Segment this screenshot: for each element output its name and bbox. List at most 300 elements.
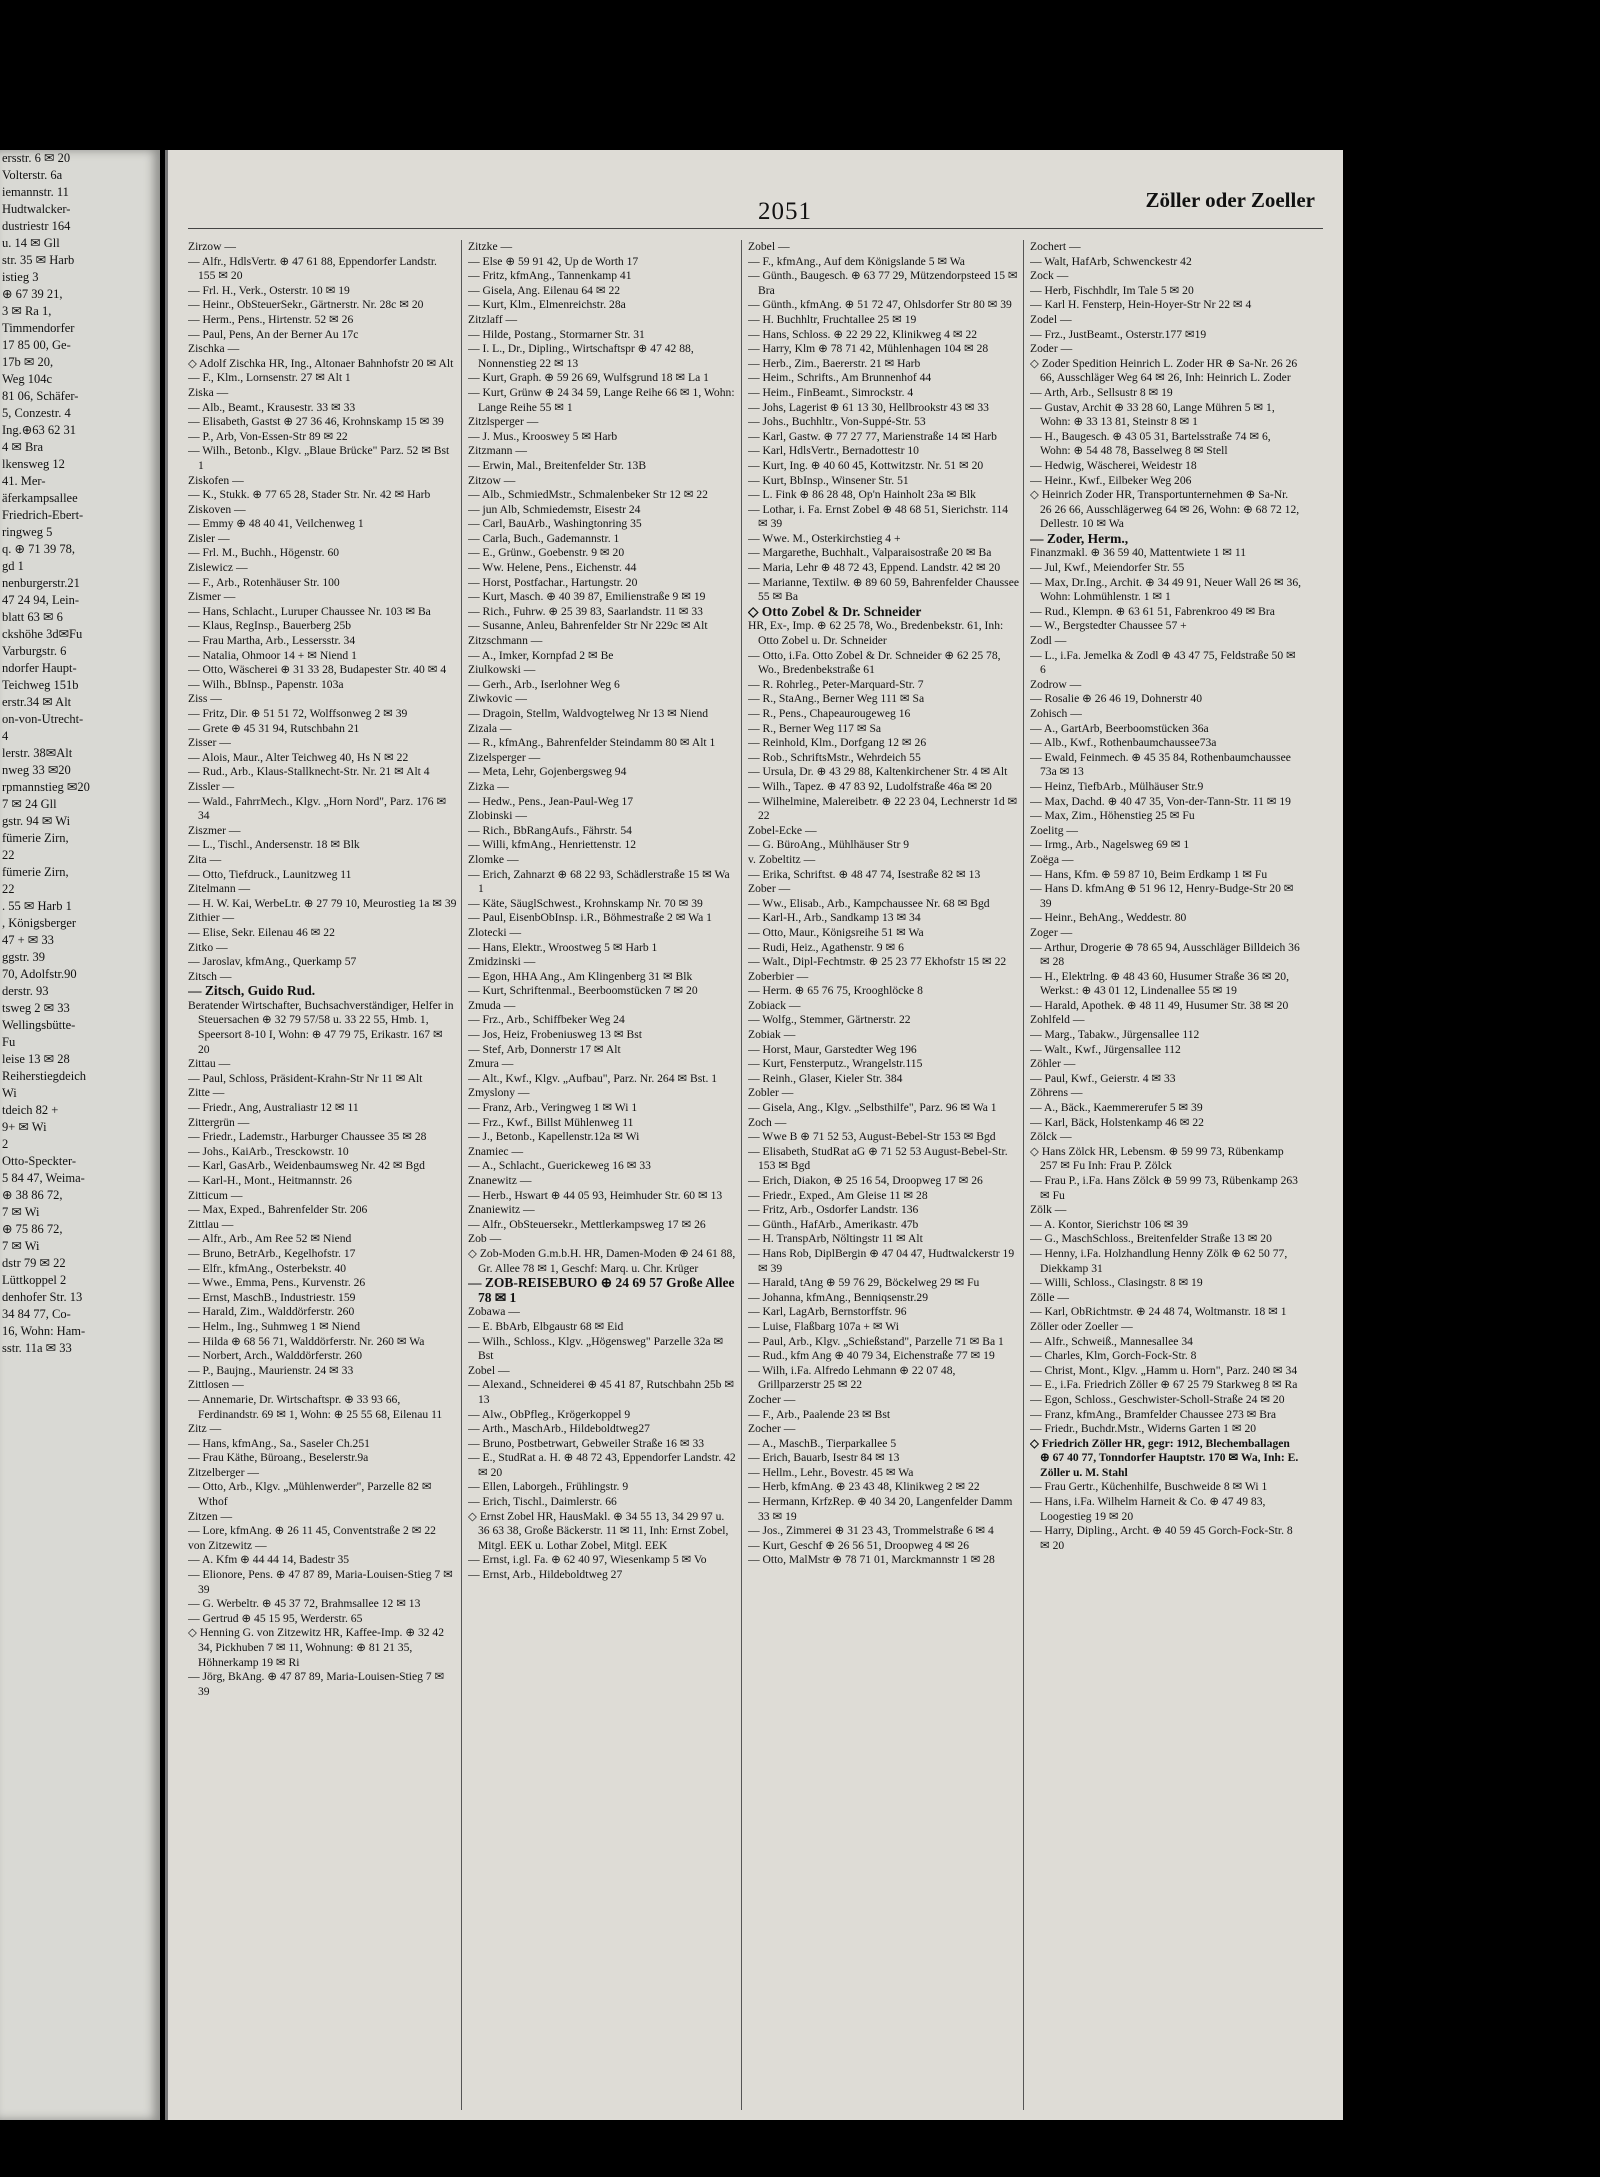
left-fragment-line: blatt 63 ✉ 6 [2, 610, 63, 624]
directory-entry: — Willi, Schloss., Clasingstr. 8 ✉ 19 [1030, 1276, 1203, 1290]
directory-entry: ◇ Zob-Moden G.m.b.H. HR, Damen-Moden ⊕ 24 61 88, Gr. Allee 78 ✉ 1, Geschf: Marq. u. Chr. Krüger [468, 1246, 736, 1275]
directory-entry: — Karl, LagArb, Bernstorffstr. 96 [748, 1305, 907, 1319]
directory-entry: — Wilh., Schloss., Klgv. „Högensweg" Parzelle 32a ✉ Bst [468, 1334, 724, 1363]
left-fragment-line: q. ⊕ 71 39 78, [2, 542, 75, 556]
directory-entry: — Johs., KaiArb., Tresckowstr. 10 [188, 1144, 349, 1158]
directory-entry: — Ww. Helene, Pens., Eichenstr. 44 [468, 561, 637, 575]
surname-heading: Zitko — [188, 940, 228, 954]
directory-entry: — Günth., Baugesch. ⊕ 63 77 29, Mützendorpsteed 15 ✉ Bra [748, 269, 1018, 297]
surname-heading: Zobel — [748, 240, 790, 253]
directory-entry: — Walt., Dipl-Fechtmstr. ⊕ 25 23 77 Ekhofstr 15 ✉ 22 [748, 955, 1007, 969]
directory-entry: — Jul, Kwf., Meiendorfer Str. 55 [1030, 561, 1185, 575]
directory-entry: — Kurt, Ing. ⊕ 40 60 45, Kottwitzstr. Nr. 51 ✉ 20 [748, 458, 984, 472]
directory-entry: — Alt., Kwf., Klgv. „Aufbau", Parz. Nr. 264 ✉ Bst. 1 [468, 1071, 718, 1085]
surname-heading: Znaniewitz — [468, 1203, 535, 1217]
surname-heading: Zodel — [1030, 312, 1072, 326]
directory-entry: — Susanne, Anleu, Bahrenfelder Str Nr 229c ✉ Alt [468, 619, 708, 633]
directory-entry: — H. TranspArb, Nöltingstr 11 ✉ Alt [748, 1232, 923, 1246]
surname-heading: Zobiak — [748, 1028, 796, 1042]
surname-heading: Zoch — [748, 1115, 787, 1129]
directory-entry: — Arthur, Drogerie ⊕ 78 65 94, Ausschläger Billdeich 36 ✉ 28 [1030, 940, 1300, 969]
left-fragment-line: 3 ✉ Ra 1, [2, 304, 52, 318]
left-fragment-line: 7 ✉ Wi [2, 1205, 40, 1219]
left-fragment-line: tdeich 82 + [2, 1103, 59, 1117]
directory-entry: — Hans Rob, DiplBergin ⊕ 47 04 47, Hudtwalckerstr 19 ✉ 39 [748, 1246, 1015, 1275]
left-fragment-line: äferkampsallee [2, 491, 78, 505]
left-fragment-line: gstr. 94 ✉ Wi [2, 814, 71, 828]
surname-heading: Zismer — [188, 590, 236, 604]
directory-entry: — Erich, Bauarb, Isestr 84 ✉ 13 [748, 1451, 900, 1465]
surname-heading: Zitzschmann — [468, 634, 543, 648]
directory-entry: — Karl-H., Mont., Heitmannstr. 26 [188, 1174, 352, 1187]
directory-entry: — Paul, Arb., Klgv. „Schießstand", Parzelle 71 ✉ Ba 1 [748, 1334, 1004, 1348]
directory-entry: — Herb., Zim., Baererstr. 21 ✉ Harb [748, 356, 921, 370]
directory-entry: — A. Kfm ⊕ 44 44 14, Badestr 35 [188, 1553, 350, 1567]
left-fragment-line: sstr. 11a ✉ 33 [2, 1341, 72, 1355]
left-fragment-line: denhofer Str. 13 [2, 1290, 83, 1304]
left-fragment-line: . 55 ✉ Harb 1 [2, 899, 72, 913]
surname-heading: Zochert — [1030, 240, 1081, 253]
surname-heading: Zlomke — [468, 852, 519, 866]
directory-entry: — G. Werbeltr. ⊕ 45 37 72, Brahmsallee 12 ✉ 13 [188, 1597, 421, 1611]
directory-entry: — ZOB-REISEBURO ⊕ 24 69 57 Große Allee 78 ✉ 1 [468, 1275, 735, 1305]
directory-entry: — Frz., Kwf., Billst Mühlenweg 11 [468, 1115, 634, 1129]
directory-entry: — Max, Zim., Höhenstieg 25 ✉ Fu [1030, 809, 1195, 823]
directory-entry: — Hellm., Lehr., Bovestr. 45 ✉ Wa [748, 1465, 914, 1479]
directory-entry: — R., StaAng., Berner Weg 111 ✉ Sa [748, 692, 925, 706]
directory-entry: — Kurt, Grünw ⊕ 24 34 59, Lange Reihe 66 ✉ 1, Wohn: Lange Reihe 55 ✉ 1 [468, 385, 735, 414]
surname-heading: Zizka — [468, 779, 509, 793]
directory-entry: — K., Stukk. ⊕ 77 65 28, Stader Str. Nr. 42 ✉ Harb [188, 488, 431, 502]
directory-entry: ◇ Hans Zölck HR, Lebensm. ⊕ 59 99 73, Rübenkamp 257 ✉ Fu Inh: Frau P. Zölck [1030, 1144, 1284, 1173]
directory-entry: — Frz., Arb., Schiffbeker Weg 24 [468, 1013, 625, 1027]
left-fragment-line: Friedrich-Ebert- [2, 508, 84, 522]
left-fragment-line: 2 [2, 1137, 9, 1151]
directory-entry: — Harald, Zim., Walddörferstr. 260 [188, 1305, 355, 1319]
surname-heading: Zölck — [1030, 1130, 1072, 1144]
surname-heading: Zmyslony — [468, 1086, 530, 1100]
directory-entry: — Otto, Wäscherei ⊕ 31 33 28, Budapester Str. 40 ✉ 4 [188, 663, 447, 677]
surname-heading: Zoelitg — [1030, 823, 1078, 837]
surname-heading: Zmura — [468, 1057, 514, 1071]
surname-heading: Zoëga — [1030, 852, 1074, 866]
left-fragment-line: lkensweg 12 [2, 457, 65, 471]
surname-heading: Zitzelberger — [188, 1465, 259, 1479]
left-fragment-line: Fu [2, 1035, 16, 1049]
directory-entry: — Herb., Hswart ⊕ 44 05 93, Heimhuder Str. 60 ✉ 13 [468, 1188, 723, 1202]
surname-heading: Zoder — [1030, 342, 1073, 356]
left-fragment-line: nenburgerstr.21 [2, 576, 80, 590]
directory-entry: — Wwe B ⊕ 71 52 53, August-Bebel-Str 153 ✉ Bgd [748, 1130, 996, 1144]
left-fragment-line: tsweg 2 ✉ 33 [2, 1001, 70, 1015]
directory-entry: — Zitsch, Guido Rud. [188, 983, 316, 999]
surname-heading: Zölk — [1030, 1203, 1067, 1217]
left-fragment-line: , Königsberger [2, 916, 77, 930]
directory-entry: — Elisabeth, Gastst ⊕ 27 36 46, Krohnskamp 15 ✉ 39 [188, 415, 444, 429]
directory-entry: — Alb., SchmiedMstr., Schmalenbeker Str 12 ✉ 22 [468, 488, 708, 502]
directory-entry: ◇ Zoder Spedition Heinrich L. Zoder HR ⊕ Sa-Nr. 26 26 66, Ausschläger Weg 64 ✉ 26, Inh: Heinrich L. Zoder [1030, 356, 1298, 385]
directory-entry: — Grete ⊕ 45 31 94, Rutschbahn 21 [188, 721, 360, 735]
directory-entry: — Carl, BauArb., Washingtonring 35 [468, 517, 642, 531]
directory-entry: — F., Klm., Lornsenstr. 27 ✉ Alt 1 [188, 371, 351, 385]
directory-entry: — Paul, EisenbObInsp. i.R., Böhmestraße 2 ✉ Wa 1 [468, 911, 712, 925]
directory-entry: — Max, Dachd. ⊕ 40 47 35, Von-der-Tann-Str. 11 ✉ 19 [1030, 794, 1291, 808]
left-page-fragment [0, 150, 160, 2120]
directory-entry: — Franz, kfmAng., Bramfelder Chaussee 273 ✉ Bra [1030, 1407, 1277, 1421]
directory-entry: — Günth., kfmAng. ⊕ 51 72 47, Ohlsdorfer Str 80 ✉ 39 [748, 298, 1012, 312]
directory-entry: — Marg., Tabakw., Jürgensallee 112 [1030, 1028, 1200, 1042]
left-fragment-line: 5 84 47, Weima- [2, 1171, 85, 1185]
surname-heading: Zölle — [1030, 1290, 1069, 1304]
left-fragment-line: ersstr. 6 ✉ 20 [2, 151, 71, 165]
directory-entry: — Kurt, Schriftenmal., Beerboomstücken 7 ✉ 20 [468, 984, 698, 998]
directory-entry: — Alw., ObPfleg., Krögerkoppel 9 [468, 1407, 631, 1421]
surname-heading: Zlotecki — [468, 925, 522, 939]
directory-entry: — Otto, Maur., Königsreihe 51 ✉ Wa [748, 925, 924, 939]
directory-entry: — Karl, Gastw. ⊕ 77 27 77, Marienstraße 14 ✉ Harb [748, 429, 997, 443]
directory-entry: — Max, Exped., Bahrenfelder Str. 206 [188, 1203, 368, 1217]
directory-entry: — Margarethe, Buchhalt., Valparaisostraße 20 ✉ Ba [748, 546, 992, 560]
left-fragment-line: Wi [2, 1086, 17, 1100]
directory-entry: — Horst, Maur, Garstedter Weg 196 [748, 1042, 917, 1056]
directory-entry: — Elisabeth, StudRat aG ⊕ 71 52 53 August-Bebel-Str. 153 ✉ Bgd [748, 1144, 1008, 1173]
directory-entry: — Karl-H., Arb., Sandkamp 13 ✉ 34 [748, 911, 921, 925]
directory-entry: — Klaus, RegInsp., Bauerberg 25b [188, 619, 352, 633]
left-fragment-line: 47 24 94, Lein- [2, 593, 80, 607]
directory-entry: — Herb, kfmAng. ⊕ 23 43 48, Klinikweg 2 ✉ 22 [748, 1480, 980, 1494]
directory-entry: — A., Bäck., Kaemmererufer 5 ✉ 39 [1030, 1101, 1203, 1115]
directory-entry: — Carla, Buch., Gademannstr. 1 [468, 531, 620, 545]
directory-entry: — Rud., kfm Ang ⊕ 40 79 34, Eichenstraße 77 ✉ 19 [748, 1349, 995, 1363]
left-fragment-line: ckshöhe 3d✉Fu [2, 627, 83, 641]
directory-entry: — Emmy ⊕ 48 40 41, Veilchenweg 1 [188, 517, 364, 531]
surname-heading: Zobawa — [468, 1305, 520, 1319]
directory-entry: — Gisela, Ang. Eilenau 64 ✉ 22 [468, 283, 621, 297]
directory-entry: — Gerh., Arb., Iserlohner Weg 6 [468, 677, 620, 691]
directory-entry: — Frl. H., Verk., Osterstr. 10 ✉ 19 [188, 283, 350, 297]
directory-entry: — L., i.Fa. Jemelka & Zodl ⊕ 43 47 75, Feldstraße 50 ✉ 6 [1030, 648, 1296, 677]
directory-entry: — Otto, i.Fa. Otto Zobel & Dr. Schneider ⊕ 62 25 78, Wo., Bredenbekstraße 61 [748, 648, 1001, 677]
directory-column-1 [188, 240, 462, 2110]
directory-entry: — Willi, kfmAng., Henriettenstr. 12 [468, 838, 637, 852]
left-fragment-line: ggstr. 39 [2, 950, 46, 964]
directory-entry: — Wilh., Betonb., Klgv. „Blaue Brücke" Parz. 52 ✉ Bst 1 [188, 444, 450, 472]
directory-entry: — L., Tischl., Andersenstr. 18 ✉ Blk [188, 838, 360, 852]
directory-entry: — Fritz, Arb., Osdorfer Landstr. 136 [748, 1203, 919, 1217]
directory-entry: — Natalia, Ohmoor 14 + ✉ Niend 1 [188, 648, 357, 662]
directory-entry: — Friedr., Ang, Australiastr 12 ✉ 11 [188, 1101, 359, 1115]
left-fragment-line: erstr.34 ✉ Alt [2, 695, 72, 709]
directory-entry: — Gustav, Archit ⊕ 33 28 60, Lange Mühren 5 ✉ 1, Wohn: ⊕ 33 13 81, Steinstr 8 ✉ 1 [1030, 400, 1275, 429]
surname-heading: Zocher — [748, 1422, 796, 1436]
directory-entry: — Rudi, Heiz., Agathenstr. 9 ✉ 6 [748, 940, 904, 954]
directory-entry: — Herm., Pens., Hirtenstr. 52 ✉ 26 [188, 312, 354, 326]
directory-entry: — Max, Dr.Ing., Archit. ⊕ 34 49 91, Neuer Wall 26 ✉ 36, Wohn: Lohmühlenstr. 1 ✉ 1 [1030, 575, 1302, 604]
surname-heading: Zitsch — [188, 969, 232, 983]
directory-entry: — Reinhold, Klm., Dorfgang 12 ✉ 26 [748, 736, 927, 750]
directory-entry: — H. W. Kai, WerbeLtr. ⊕ 27 79 10, Meurostieg 1a ✉ 39 [188, 896, 457, 910]
directory-entry: — Arth, Arb., Sellsustr 8 ✉ 19 [1030, 385, 1173, 399]
page-number: 2051 [758, 198, 812, 225]
left-fragment-line: ndorfer Haupt- [2, 661, 77, 675]
directory-entry: — Hans, i.Fa. Wilhelm Harneit & Co. ⊕ 47 49 83, Loogestieg 19 ✉ 20 [1030, 1495, 1266, 1523]
directory-entry: — Jörg, BkAng. ⊕ 47 87 89, Maria-Louisen-Stieg 7 ✉ 39 [188, 1670, 445, 1698]
directory-entry: — Erich, Tischl., Daimlerstr. 66 [468, 1495, 617, 1509]
surname-heading: Zitzow — [468, 473, 516, 487]
left-fragment-line: on-von-Utrecht- [2, 712, 84, 726]
directory-entry: — R., Berner Weg 117 ✉ Sa [748, 721, 882, 735]
left-fragment-line: ⊕ 67 39 21, [2, 287, 63, 301]
left-fragment-line: istieg 3 [2, 270, 39, 284]
directory-entry: — Horst, Postfachar., Hartungstr. 20 [468, 575, 638, 589]
directory-entry: — E. BbArb, Elbgaustr 68 ✉ Eid [468, 1319, 624, 1333]
directory-entry: — Hermann, KrfzRep. ⊕ 40 34 20, Langenfelder Damm 33 ✉ 19 [748, 1495, 1013, 1523]
directory-entry: — Frau P., i.Fa. Hans Zölck ⊕ 59 99 73, Rübenkamp 263 ✉ Fu [1030, 1174, 1298, 1202]
directory-column-4 [1030, 240, 1306, 2110]
directory-entry: — Alexand., Schneiderei ⊕ 45 41 87, Rutschbahn 25b ✉ 13 [468, 1378, 735, 1406]
directory-entry: — Ursula, Dr. ⊕ 43 29 88, Kaltenkirchener Str. 4 ✉ Alt [748, 765, 1008, 779]
directory-entry: — Erwin, Mal., Breitenfelder Str. 13B [468, 458, 647, 472]
directory-entry: — Gertrud ⊕ 45 15 95, Werderstr. 65 [188, 1611, 363, 1625]
surname-heading: Ziszmer — [188, 823, 241, 837]
directory-column-3 [748, 240, 1024, 2110]
directory-entry: — Harry, Klm ⊕ 78 71 42, Mühlenhagen 104 ✉ 28 [748, 342, 989, 356]
directory-entry: — Johanna, kfmAng., Benniqsenstr.29 [748, 1290, 929, 1304]
directory-entry: — Frz., JustBeamt., Osterstr.177 ✉19 [1030, 327, 1207, 341]
directory-entry: — Kurt, Masch. ⊕ 40 39 87, Emilienstraße 9 ✉ 19 [468, 590, 706, 604]
directory-entry: — Frau Gertr., Küchenhilfe, Buschweide 8 ✉ Wi 1 [1030, 1480, 1268, 1494]
directory-entry: — Otto, MalMstr ⊕ 78 71 01, Marckmannstr 1 ✉ 28 [748, 1553, 995, 1567]
directory-entry: ◇ Heinrich Zoder HR, Transportunternehmen ⊕ Sa-Nr. 26 26 66, Ausschlägerweg 64 ✉ 26, Wohn: ⊕ 68 72 12, Dellestr. 10 ✉ Wa [1030, 488, 1300, 531]
left-fragment-line: Lüttkoppel 2 [2, 1273, 67, 1287]
directory-entry: — Otto, Arb., Klgv. „Mühlenwerder", Parzelle 82 ✉ Wthof [188, 1480, 432, 1509]
surname-heading: Zmuda — [468, 998, 516, 1012]
directory-entry: — Kurt, Geschf ⊕ 26 56 51, Droopweg 4 ✉ 26 [748, 1538, 970, 1552]
surname-heading: Zohisch — [1030, 707, 1082, 720]
page-header [168, 150, 1343, 225]
directory-entry: — Gisela, Ang., Klgv. „Selbsthilfe", Parz. 96 ✉ Wa 1 [748, 1101, 997, 1115]
directory-entry: — Hilda ⊕ 68 56 71, Walddörferstr. Nr. 260 ✉ Wa [188, 1334, 425, 1348]
directory-entry: — Rud., Arb., Klaus-Stallknecht-Str. Nr. 21 ✉ Alt 4 [188, 765, 430, 779]
surname-heading: Ziwkovic — [468, 692, 527, 706]
surname-heading: Zizelsperger — [468, 750, 541, 764]
directory-entry: — Luise, Flaßbarg 107a + ✉ Wi [748, 1319, 899, 1333]
left-fragment-line: Weg 104c [2, 372, 53, 386]
surname-heading: Zithier — [188, 911, 235, 925]
directory-entry: — Rud., Klempn. ⊕ 63 61 51, Fabrenkroo 49 ✉ Bra [1030, 604, 1275, 618]
directory-entry: — G., MaschSchloss., Breitenfelder Straße 13 ✉ 20 [1030, 1232, 1272, 1246]
left-fragment-line: 17 85 00, Ge- [2, 338, 71, 352]
directory-entry: — Heinr., BehAng., Weddestr. 80 [1030, 911, 1187, 925]
directory-entry: — Günth., HafArb., Amerikastr. 47b [748, 1217, 919, 1231]
directory-entry: — Karl, HdlsVertr., Bernadottestr 10 [748, 444, 919, 458]
directory-entry: — Rob., SchriftsMstr., Wehrdeich 55 [748, 750, 921, 764]
surname-heading: Zisser — [188, 736, 231, 750]
directory-entry: — Wilhelmine, Malereibetr. ⊕ 22 23 04, Lechnerstr 1d ✉ 22 [748, 794, 1018, 823]
surname-heading: Zock — [1030, 269, 1069, 283]
directory-entry: — Hans, Kfm. ⊕ 59 87 10, Beim Erdkamp 1 ✉ Fu [1030, 867, 1268, 881]
directory-entry: — Walt., Kwf., Jürgensallee 112 [1030, 1042, 1181, 1056]
directory-entry: — Helm., Ing., Suhmweg 1 ✉ Niend [188, 1319, 361, 1333]
left-fragment-line: u. 14 ✉ Gll [2, 236, 60, 250]
directory-column-2 [468, 240, 742, 2110]
directory-entry: — Paul, Schloss, Präsident-Krahn-Str Nr 11 ✉ Alt [188, 1071, 423, 1085]
left-fragment-line: ringweg 5 [2, 525, 53, 539]
directory-entry: — Karl, ObRichtmstr. ⊕ 24 48 74, Woltmanstr. 18 ✉ 1 [1030, 1305, 1287, 1319]
left-fragment-line: 7 ✉ 24 Gll [2, 797, 57, 811]
directory-entry: — Karl H. Fensterp, Hein-Hoyer-Str Nr 22 ✉ 4 [1030, 298, 1252, 312]
directory-entry: — Frl. M., Buchh., Högenstr. 60 [188, 546, 340, 560]
left-fragment-line: fümerie Zirn, [2, 865, 69, 879]
directory-entry: — A., Schlacht., Guerickeweg 16 ✉ 33 [468, 1159, 651, 1173]
directory-entry: — Wolfg., Stemmer, Gärtnerstr. 22 [748, 1013, 911, 1027]
surname-heading: Zislewicz — [188, 561, 248, 575]
left-fragment-line: Wellingsbütte- [2, 1018, 76, 1032]
surname-heading: v. Zobeltitz — [748, 852, 816, 866]
directory-entry: — Wilh, i.Fa. Alfredo Lehmann ⊕ 22 07 48, Grillparzerstr 25 ✉ 22 [748, 1363, 956, 1392]
directory-entry: — R., kfmAng., Bahrenfelder Steindamm 80 ✉ Alt 1 [468, 736, 716, 750]
directory-entry: — Henny, i.Fa. Holzhandlung Henny Zölk ⊕ 62 50 77, Diekkamp 31 [1030, 1246, 1288, 1275]
directory-entry: — Wwe., Emma, Pens., Kurvenstr. 26 [188, 1276, 366, 1290]
left-fragment-line: Otto-Speckter- [2, 1154, 77, 1168]
surname-heading: Znanewitz — [468, 1174, 532, 1187]
directory-entry: — Charles, Klm, Gorch-Fock-Str. 8 [1030, 1349, 1197, 1363]
left-fragment-line: 47 + ✉ 33 [2, 933, 54, 947]
directory-entry: — Harald, Apothek. ⊕ 48 11 49, Husumer Str. 38 ✉ 20 [1030, 998, 1289, 1012]
directory-entry: — Harry, Dipling., Archt. ⊕ 40 59 45 Gorch-Fock-Str. 8 ✉ 20 [1030, 1524, 1293, 1552]
left-fragment-line: 5, Conzestr. 4 [2, 406, 71, 420]
directory-entry: — Ernst, Arb., Hildeboldtweg 27 [468, 1568, 623, 1582]
left-fragment-line: Timmendorfer [2, 321, 75, 335]
surname-heading: Zittlosen — [188, 1378, 244, 1392]
left-fragment-line: derstr. 93 [2, 984, 49, 998]
surname-heading: Zittlau — [188, 1217, 234, 1231]
surname-heading: Zissler — [188, 779, 235, 793]
directory-entry: — Erich, Diakon, ⊕ 25 16 54, Droopweg 17 ✉ 26 [748, 1174, 983, 1187]
directory-entry: — Franz, Arb., Veringweg 1 ✉ Wi 1 [468, 1101, 638, 1115]
directory-entry: — Erich, Zahnarzt ⊕ 68 22 93, Schädlerstraße 15 ✉ Wa 1 [468, 867, 730, 896]
directory-entry: — E., Grünw., Goebenstr. 9 ✉ 20 [468, 546, 625, 560]
surname-heading: Ziss — [188, 692, 222, 706]
directory-entry: — Erika, Schriftst. ⊕ 48 47 74, Isestraße 82 ✉ 13 [748, 867, 981, 881]
directory-entry: — Maria, Lehr ⊕ 48 72 43, Eppend. Landstr. 42 ✉ 20 [748, 561, 1001, 575]
left-fragment-line: 81 06, Schäfer- [2, 389, 79, 403]
directory-entry: — Alfr., ObSteuersekr., Mettlerkampsweg 17 ✉ 26 [468, 1217, 706, 1231]
directory-entry: — Karl, GasArb., Weidenbaumsweg Nr. 42 ✉ Bgd [188, 1159, 425, 1173]
surname-heading: Ziulkowski — [468, 663, 536, 677]
directory-entry: — Else ⊕ 59 91 42, Up de Worth 17 [468, 254, 639, 268]
directory-entry: — Herb, Fischhdlr, Im Tale 5 ✉ 20 [1030, 283, 1194, 297]
left-fragment-line: 41. Mer- [2, 474, 46, 488]
directory-entry: — Kurt, Fensterputz., Wrangelstr.115 [748, 1057, 923, 1071]
left-fragment-line: 4 ✉ Bra [2, 440, 44, 454]
directory-entry: — E., i.Fa. Friedrich Zöller ⊕ 67 25 79 Starkweg 8 ✉ Ra [1030, 1378, 1298, 1392]
directory-entry: — F., Arb., Paalende 23 ✉ Bst [748, 1407, 891, 1421]
left-fragment-line: Ing.⊕63 62 31 [2, 423, 77, 437]
surname-heading: Zittau — [188, 1057, 231, 1071]
left-fragment-line: str. 35 ✉ Harb [2, 253, 75, 267]
surname-heading: Zöller oder Zoeller — [1030, 1319, 1133, 1333]
directory-entry: ◇ Henning G. von Zitzewitz HR, Kaffee-Imp. ⊕ 32 42 34, Pickhuben 7 ✉ 11, Wohnung: ⊕ 81 21 35, Höhnerkamp 19 ✉ Ri [188, 1626, 445, 1669]
directory-entry: — Kurt, Klm., Elmenreichstr. 28a [468, 298, 626, 312]
surname-heading: Zobel — [468, 1363, 510, 1377]
directory-entry: Beratender Wirtschafter, Buchsachverständiger, Helfer in Steuersachen ⊕ 32 79 57/58 u. 33 22 55, Hmb. 1, Speersort 8-10 I, Wohn: ⊕ 47 79 75, Erikastr. 167 ✉ 20 [188, 998, 454, 1056]
surname-heading: Ziskofen — [188, 473, 244, 487]
directory-entry: — Friedr., Lademstr., Harburger Chaussee 35 ✉ 28 [188, 1130, 427, 1144]
directory-entry: — Paul, Kwf., Geierstr. 4 ✉ 33 [1030, 1071, 1176, 1085]
left-fragment-line: 4 [2, 729, 9, 743]
left-fragment-line: 34 84 77, Co- [2, 1307, 71, 1321]
directory-entry: — Alb., Beamt., Krausestr. 33 ✉ 33 [188, 400, 356, 414]
directory-entry: — Karl, Bäck, Holstenkamp 46 ✉ 22 [1030, 1115, 1204, 1129]
directory-entry: — F., Arb., Rotenhäuser Str. 100 [188, 575, 340, 589]
surname-heading: Zitz — [188, 1422, 222, 1436]
directory-entry: — A., GartArb, Beerboomstücken 36a [1030, 721, 1209, 735]
left-fragment-line: Varburgstr. 6 [2, 644, 67, 658]
directory-entry: — H. Buchhltr, Fruchtallee 25 ✉ 19 [748, 312, 917, 326]
directory-entry: — Alfr., Schweiß., Mannesallee 34 [1030, 1334, 1193, 1348]
directory-entry: — G. BüroAng., Mühlhäuser Str 9 [748, 838, 910, 852]
directory-entry: — Heinz, TiefbArb., Mülhäuser Str.9 [1030, 779, 1204, 793]
left-fragment-line: rpmannstieg ✉20 [2, 780, 90, 794]
surname-heading: Zitelmann — [188, 882, 251, 896]
directory-entry: — Hans, Elektr., Wroostweg 5 ✉ Harb 1 [468, 940, 658, 954]
left-fragment-line: 70, Adolfstr.90 [2, 967, 77, 981]
directory-entry: — Ellen, Laborgeh., Frühlingstr. 9 [468, 1480, 629, 1494]
directory-entry: — Wald., FahrrMech., Klgv. „Horn Nord", Parz. 176 ✉ 34 [188, 794, 447, 823]
directory-entry: — Hans D. kfmAng ⊕ 51 96 12, Henry-Budge-Str 20 ✉ 39 [1030, 882, 1294, 910]
left-fragment-line: Reiherstiegdeich [2, 1069, 86, 1083]
left-fragment-line: leise 13 ✉ 28 [2, 1052, 70, 1066]
left-fragment-line: 9+ ✉ Wi [2, 1120, 47, 1134]
surname-heading: Zodrow — [1030, 677, 1082, 691]
directory-entry: — Herm. ⊕ 65 76 75, Krooghlöcke 8 [748, 984, 923, 998]
directory-entry: — Hans, Schlacht., Luruper Chaussee Nr. 103 ✉ Ba [188, 604, 431, 618]
directory-entry: — Heinr., ObSteuerSekr., Gärtnerstr. Nr. 28c ✉ 20 [188, 298, 424, 312]
directory-entry: — A. Kontor, Sierichstr 106 ✉ 39 [1030, 1217, 1189, 1231]
surname-heading: Zirzow — [188, 240, 236, 253]
directory-entry: — Käte, SäuglSchwest., Krohnskamp Nr. 70 ✉ 39 [468, 896, 703, 910]
directory-entry: — Alfr., Arb., Am Ree 52 ✉ Niend [188, 1232, 352, 1246]
surname-heading: Zitzmann — [468, 444, 527, 458]
surname-heading: Zoger — [1030, 925, 1073, 939]
left-fragment-line: nweg 33 ✉20 [2, 763, 71, 777]
directory-entry: — R., Pens., Chapeaurougeweg 16 [748, 707, 911, 720]
directory-entry: — Wilh., Tapez. ⊕ 47 83 92, Ludolfstraße 46a ✉ 20 [748, 779, 992, 793]
directory-entry: — Hans, kfmAng., Sa., Saseler Ch.251 [188, 1436, 370, 1450]
directory-entry: ◇ Adolf Zischka HR, Ing., Altonaer Bahnhofstr 20 ✉ Alt [188, 356, 454, 370]
directory-entry: ◇ Friedrich Zöller HR, gegr: 1912, Blechemballagen ⊕ 67 40 77, Tonndorfer Hauptstr. 170 ✉ Wa, Inh: E. Zöller u. M. Stahl [1030, 1436, 1299, 1479]
directory-entry: — H., Baugesch. ⊕ 43 05 31, Bartelsstraße 74 ✉ 6, Wohn: ⊕ 54 48 78, Basselweg 8 ✉ Stell [1030, 429, 1271, 458]
left-fragment-line: 17b ✉ 20, [2, 355, 54, 369]
directory-entry: — Friedr., Exped., Am Gleise 11 ✉ 28 [748, 1188, 928, 1202]
directory-entry: — A., MaschB., Tierparkallee 5 [748, 1436, 897, 1450]
directory-entry: ◇ Otto Zobel & Dr. Schneider [748, 603, 922, 619]
directory-entry: — Christ, Mont., Klgv. „Hamm u. Horn", Parz. 240 ✉ 34 [1030, 1363, 1298, 1377]
left-fragment-line: Hudtwalcker- [2, 202, 71, 216]
left-fragment-line: 7 ✉ Wi [2, 1239, 40, 1253]
surname-heading: Zitzke — [468, 240, 513, 253]
directory-entry: — Ernst, i.gl. Fa. ⊕ 62 40 97, Wiesenkamp 5 ✉ Vo [468, 1553, 707, 1567]
directory-entry: — Elionore, Pens. ⊕ 47 87 89, Maria-Louisen-Stieg 7 ✉ 39 [188, 1568, 453, 1596]
directory-entry: — W., Bergstedter Chaussee 57 + [1030, 619, 1187, 633]
directory-entry: — H., Elektrlng. ⊕ 48 43 60, Husumer Straße 36 ✉ 20, Werkst.: ⊕ 43 01 12, Lindenallee 55 ✉ 19 [1030, 969, 1290, 998]
running-head: Zöller oder Zoeller [1145, 188, 1315, 212]
surname-heading: Zitzen — [188, 1509, 233, 1523]
surname-heading: Zmidzinski — [468, 955, 536, 969]
directory-entry: — Elise, Sekr. Eilenau 46 ✉ 22 [188, 925, 335, 939]
directory-entry: — Arth., MaschArb., Hildeboldtweg27 [468, 1422, 650, 1436]
